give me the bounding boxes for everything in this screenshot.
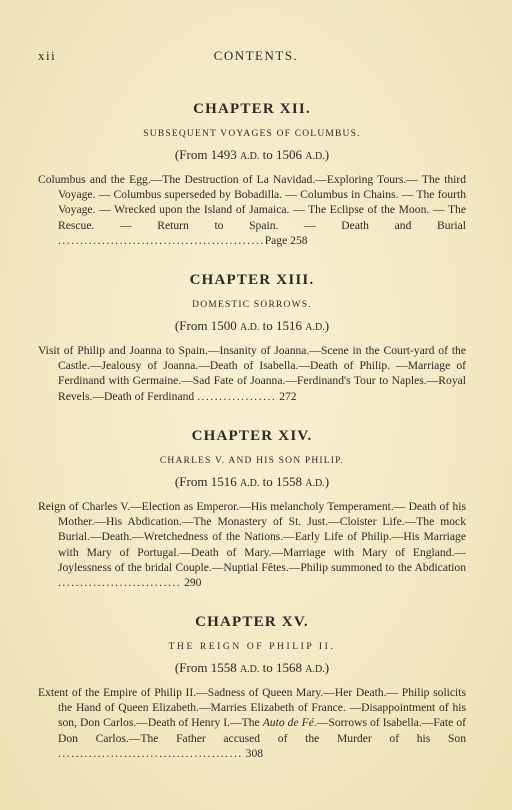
chapter-dates: (From 1500 A.D. to 1516 A.D.) — [174, 318, 330, 333]
running-head — [38, 48, 474, 66]
leader-dots: ............................................... — [58, 233, 265, 247]
leader-dots: .................. — [197, 389, 277, 403]
chapter-title: CHAPTER XV. — [195, 614, 309, 630]
running-title: CONTENTS. — [213, 48, 299, 63]
chapter-12-entry — [38, 100, 466, 248]
chapter-13-entry — [38, 271, 466, 404]
chapter-dates: (From 1558 A.D. to 1568 A.D.) — [174, 660, 330, 675]
leader-dots: ............................ — [58, 576, 182, 590]
page-reference: 290 — [184, 576, 202, 590]
chapter-dates: (From 1516 A.D. to 1558 A.D.) — [174, 474, 330, 489]
page-reference: Page 258 — [264, 233, 308, 247]
chapter-subtitle: SUBSEQUENT VOYAGES OF COLUMBUS. — [143, 129, 361, 139]
chapter-summary: Reign of Charles V.—Election as Emperor.—His melancholy Temperament.— Death of his Mother.—His Abdication.—The Monastery of St. Just.—Cloister Life.—The mock Burial.—Death.—Wretchedness of the Nations.—Early Life of Philip.—His Marriage with Mary of Portugal.—Death of Mary.—Marriage with Mary of England.—Joylessness of the bridal Couple.—Nuptial Fêtes.—Philip summoned to the Abdication ............................ 290 — [38, 500, 466, 590]
page-reference: 308 — [245, 746, 264, 760]
chapter-summary: Extent of the Empire of Philip II.—Sadness of Queen Mary.—Her Death.— Philip solicits the Hand of Queen Elizabeth.—Marries Elizabeth of France. —Disappointment of his son, Don Carlos.—Death of Henry I.—The Auto de Fé.—Sorrows of Isabella.—Fate of Don Carlos.—The Father accused of the Murder of his Son .......................................... 308 — [38, 686, 466, 760]
chapter-15-entry — [38, 613, 466, 761]
chapter-title: CHAPTER XIII. — [189, 272, 315, 288]
page-reference: 272 — [279, 389, 297, 403]
chapter-summary: Columbus and the Egg.—The Destruction of La Navidad.—Exploring Tours.— The third Voyage. — Columbus superseded by Bobadilla. — Columbus in Chains. — The fourth Voyage. — Wrecked upon the Island of Jamaica. — The Eclipse of the Moon. — The Rescue. — Return to Spain. — Death and Burial ...............................................Page 258 — [38, 173, 466, 247]
italic-term: Auto de Fé — [262, 716, 314, 730]
chapter-dates: (From 1493 A.D. to 1506 A.D.) — [174, 147, 330, 162]
chapter-14-entry — [38, 427, 466, 590]
chapter-subtitle: THE REIGN OF PHILIP II. — [168, 642, 336, 652]
leader-dots: .......................................... — [58, 746, 243, 760]
chapter-subtitle: CHARLES V. AND HIS SON PHILIP. — [159, 456, 345, 466]
page-number: xii — [38, 48, 57, 63]
chapter-summary: Visit of Philip and Joanna to Spain.—Insanity of Joanna.—Scene in the Court-yard of the Castle.—Jealousy of Joanna.—Death of Isabella.—Death of Philip. —Marriage of Ferdinand with Germaine.—Sad Fate of Joanna.—Ferdinand's Tour to Naples.—Royal Revels.—Death of Ferdinand .................. 272 — [38, 344, 466, 403]
chapter-title: CHAPTER XIV. — [191, 428, 313, 444]
chapter-title: CHAPTER XII. — [193, 101, 311, 117]
chapter-subtitle: DOMESTIC SORROWS. — [192, 300, 312, 310]
